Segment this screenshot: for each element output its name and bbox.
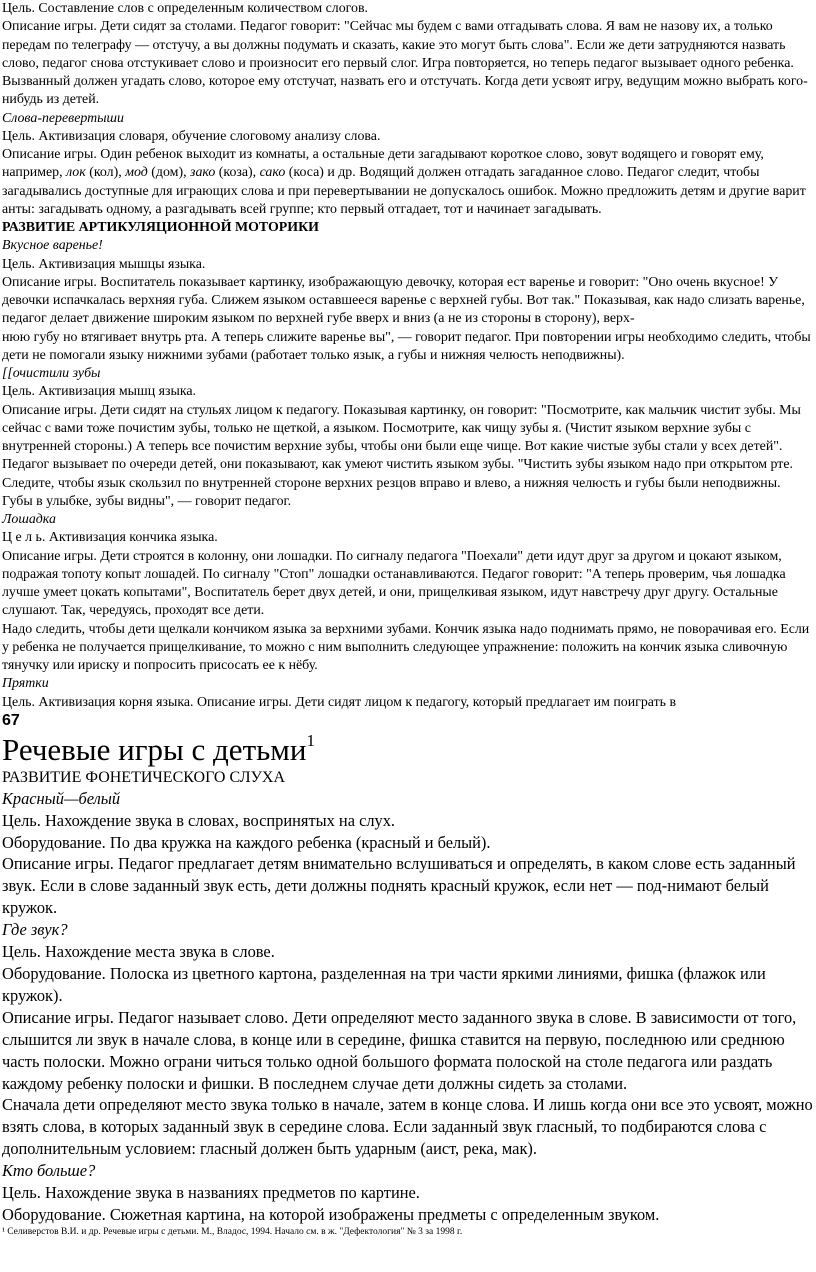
equipment-text: Оборудование. Полоска из цветного картона, разделенная на три части яркими линиями, фишка (флажок или кружок). xyxy=(2,964,766,1005)
equipment-text: Оборудование. По два кружка на каждого ребенка (красный и белый). xyxy=(2,832,491,852)
game-description: Описание игры. Педагог предлагает детям внимательно вслушиваться и определять, в каком слове есть заданный звук. Если в слове заданный звук есть, дети должны поднять красный кружок, если нет — под-нимают белый кружок. xyxy=(2,854,796,918)
game-description: Надо следить, чтобы дети щелкали кончиком языка за верхними зубами. Кончик языка надо поднимать прямо, не поворачивая его. Если у ребенка не получается прищелкивание, то можно с ним выполнить следующее упражнение: положить на кончик языка сливочную тянучку или ириску и попросить присосать ее к нёбу. xyxy=(2,621,810,673)
game-description: Описание игры. Воспитатель показывает картинку, изображающую девочку, которая ест варенье и говорит: "Оно очень вкусное! У девочки испачкалась верхняя губа. Слижем языком оставшееся варенье с верхней губы. Вот так." Показывая, как надо слизать варенье, педагог делает движение широким языком по верхней губе вверх и вниз (а не из стороны в сторону), верх- xyxy=(2,274,805,327)
example-word: зако xyxy=(190,165,216,181)
goal-text: Цель. Нахождение звука в словах, воспринятых на слух. xyxy=(2,810,396,830)
game-description: Описание игры. Дети сидят за столами. Педагог говорит: "Сейчас мы будем с вами отгадывать слова. Я вам не назову их, а только передам по телеграфу — отстучу, а вы должны подумать и сказать, какие это могут быть слова". Если же дети затрудняются назвать слово, педагог снова отстукивает слово и произносит его первый слог. Игра повторяется, но теперь педагог вызывает одного ребенка. Вызванный должен угадать слово, которое ему отстучат, назвать его и отстучать. Когда дети усвоят игру, ведущим можно выбрать кого-нибудь из детей. xyxy=(2,19,808,108)
goal-text: Цель. Активизация словаря, обучение слоговому анализу слова. xyxy=(2,128,381,144)
game-description xyxy=(2,146,814,219)
goal-text: Цель. Составление слов с определенным количеством слогов. xyxy=(2,1,369,16)
game-description: Цель. Активизация корня языка. Описание игры. Дети сидят лицом к педагогу, который предлагает им поиграть в xyxy=(2,694,677,710)
goal-text: Цель. Активизация мышц языка. xyxy=(2,384,196,400)
upper-section xyxy=(2,0,814,712)
lower-section xyxy=(2,788,814,1226)
example-word: сако xyxy=(259,165,286,181)
game-title: Красный—белый xyxy=(2,788,121,808)
chapter-title-text: Речевые игры с детьми xyxy=(2,731,307,767)
game-title: Слова-перевертыши xyxy=(2,110,124,126)
section-heading: РАЗВИТИЕ ФОНЕТИЧЕСКОГО СЛУХА xyxy=(2,768,286,786)
game-title: Лошадка xyxy=(2,512,56,527)
description-text: (коза), xyxy=(215,165,260,181)
example-word: мод xyxy=(125,165,148,181)
section-heading: РАЗВИТИЕ АРТИКУЛЯЦИОННОЙ МОТОРИКИ xyxy=(2,220,319,235)
game-title: Вкусное варенье! xyxy=(2,238,103,254)
goal-text: Цель. Нахождение места звука в слове. xyxy=(2,942,275,962)
game-description: Сначала дети определяют место звука только в начале, затем в конце слова. И лишь когда они все это усвоят, можно взять слова, в которых заданный звук в середине слова. Если заданный звук гласный, то подбираются слова с дополнительным условием: гласный должен быть ударным (аист, река, мак). xyxy=(2,1095,813,1159)
game-description: Педагог вызывает по очереди детей, они показывают, как умеют чистить языком зубы. "Чистить зубы языком надо при открытом рте. Следите, чтобы язык скользил по внутренней стороне верхних резцов вправо и влево, а нижняя челюсть и губы были неподвижны. Губы в улыбке, зубы видны", — говорит педагог. xyxy=(2,457,793,509)
goal-text: Ц е л ь. Активизация кончика языка. xyxy=(2,530,218,546)
chapter-title xyxy=(2,731,814,768)
description-text: (дом), xyxy=(147,165,191,181)
description-text: (коса) и др. Водящий должен отгадать загаданное слово. Педагог следит, чтобы загадывались доступные для играющих слова и при перевертывании не допускалось ошибок. Можно предложить детям и другие варит анты: загадывать одному, а разгадывать всей группе; кто первый отгадает, тот и начинает загадывать. xyxy=(2,165,806,217)
page-number: 67 xyxy=(2,711,20,729)
goal-text: Цель. Активизация мышцы языка. xyxy=(2,256,206,272)
game-description: Описание игры. Дети сидят на стульях лицом к педагогу. Показывая картинку, он говорит: "Посмотрите, как мальчик чистит зубы. Мы сейчас с вами тоже почистим зубы, только не щеткой, а языком. Посмотрите, как чищу зубы я. (Чистит языком верхние зубы с внутренней стороны.) А теперь все почистим верхние зубы, чтобы они были еще чище. Вот какие чистые зубы стали у всех детей". xyxy=(2,402,801,454)
game-title: Прятки xyxy=(2,676,49,692)
example-word: лок xyxy=(66,165,86,181)
game-title: Где звук? xyxy=(2,920,68,940)
footnote-marker: 1 xyxy=(306,730,315,750)
footnote: ¹ Селиверстов В.И. и др. Речевые игры с детьми. М., Владос, 1994. Начало см. в ж. "Дефектология" № 3 за 1998 г. xyxy=(2,1226,463,1237)
game-description: Описание игры. Дети строятся в колонну, они лошадки. По сигналу педагога "Поехали" дети идут друг за другом и цокают языком, подражая топоту копыт лошадей. По сигналу "Стоп" лошадки останавливаются. Педагог говорит: "А теперь проверим, чья лошадка лучше умеет цокать копытами", Воспитатель берет двух детей, и они, прищелкивая языком, идут навстречу друг другу. Остальные слушают. Так, чередуясь, проходят все дети. xyxy=(2,548,786,619)
description-text: Описание игры. Один ребенок выходит из комнаты, а остальные дети загадывают короткое слово, зовут водящего и говорят ему, например, xyxy=(2,147,764,181)
game-title: [[очистили зубы xyxy=(2,366,101,381)
description-text: (кол), xyxy=(85,165,126,181)
game-description: нюю губу но втягивает внутрь рта. А теперь слижите варенье вы", — говорит педагог. При повторении игры необходимо следить, чтобы дети не помогали языку нижними зубами (работает только язык, а губы и нижняя челюсть неподвижны). xyxy=(2,329,811,363)
equipment-text: Оборудование. Сюжетная картина, на которой изображены предметы с определенным звуком. xyxy=(2,1204,660,1224)
game-title: Кто больше? xyxy=(2,1161,96,1181)
game-description: Описание игры. Педагог называет слово. Дети определяют место заданного звука в слове. В зависимости от того, слышится ли звук в начале слова, в конце или в середине, фишка ставится на первую, последнюю или среднюю часть полоски. Можно ограни читься только одной большого формата полоской на столе педагога или раздать каждому ребенку полоски и фишки. В последнем случае дети должны сидеть за столами. xyxy=(2,1007,797,1093)
goal-text: Цель. Нахождение звука в названиях предметов по картине. xyxy=(2,1183,420,1203)
